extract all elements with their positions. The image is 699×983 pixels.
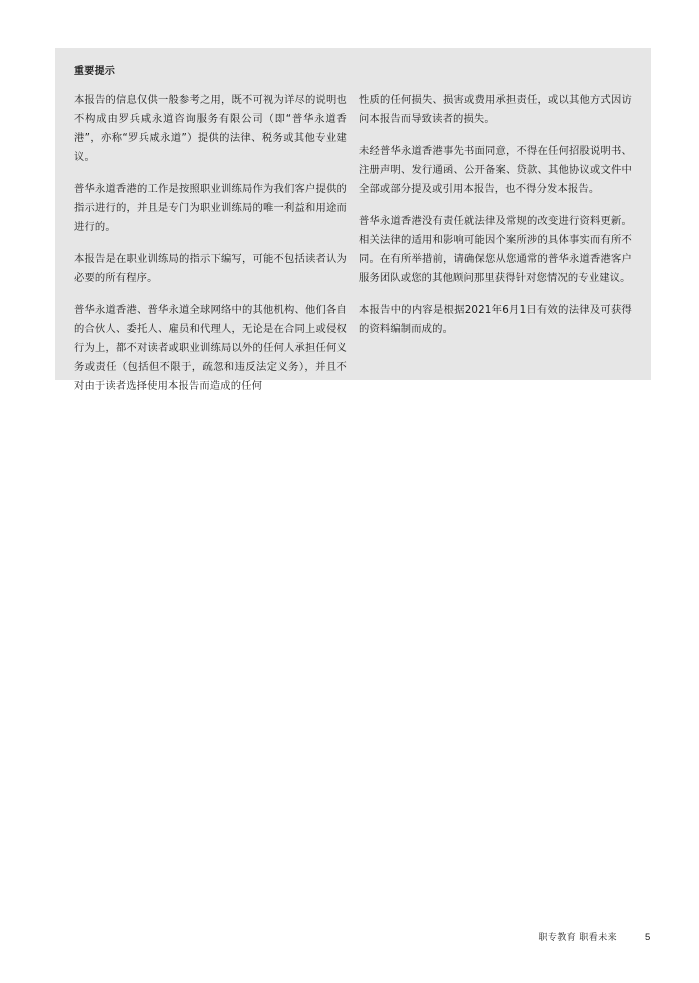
notice-paragraph: 本报告是在职业训练局的指示下编写，可能不包括读者认为必要的所有程序。: [74, 253, 347, 284]
important-notice-box: [55, 48, 651, 392]
notice-paragraph: 本报告的信息仅供一般参考之用，既不可视为详尽的说明也不构成由罗兵咸永道咨询服务有限公司（即“普华永道香港”，亦称“罗兵咸永道”）提供的法律、税务或其他专业建议。: [74, 94, 347, 163]
notice-left-column: [74, 91, 347, 409]
page-footer: [0, 930, 699, 946]
footer-slogan: 职专教育 职看未来: [538, 933, 617, 943]
notice-paragraph: 本报告中的内容是根据2021年6月1日有效的法律及可获得的资料编制而成的。: [359, 304, 632, 335]
notice-paragraph: 普华永道香港的工作是按照职业训练局作为我们客户提供的指示进行的，并且是专门为职业训练局的唯一利益和用途而进行的。: [74, 183, 347, 233]
notice-paragraph: 未经普华永道香港事先书面同意，不得在任何招股说明书、注册声明、发行通函、公开备案、贷款、其他协议或文件中全部或部分提及或引用本报告，也不得分发本报告。: [359, 145, 632, 195]
notice-paragraph: 普华永道香港、普华永道全球网络中的其他机构、他们各自的合伙人、委托人、雇员和代理人，无论是在合同上或侵权行为上，都不对读者或职业训练局以外的任何人承担任何义务或责任（包括但不限于，疏忽和违反法定义务），并且不对由于读者选择使用本报告而造成的任何: [74, 304, 347, 392]
notice-title: 重要提示: [74, 66, 116, 77]
notice-paragraph: 普华永道香港没有责任就法律及常规的改变进行资料更新。相关法律的适用和影响可能因个案所涉的具体事实而有所不同。在有所举措前，请确保您从您通常的普华永道香港客户服务团队或您的其他顾问那里获得针对您情况的专业建议。: [359, 215, 632, 284]
page-number: 5: [645, 932, 651, 943]
notice-right-column: [359, 91, 632, 409]
notice-paragraph: 性质的任何损失、损害或费用承担责任，或以其他方式因访问本报告而导致读者的损失。: [359, 94, 632, 125]
notice-columns: [74, 91, 632, 409]
